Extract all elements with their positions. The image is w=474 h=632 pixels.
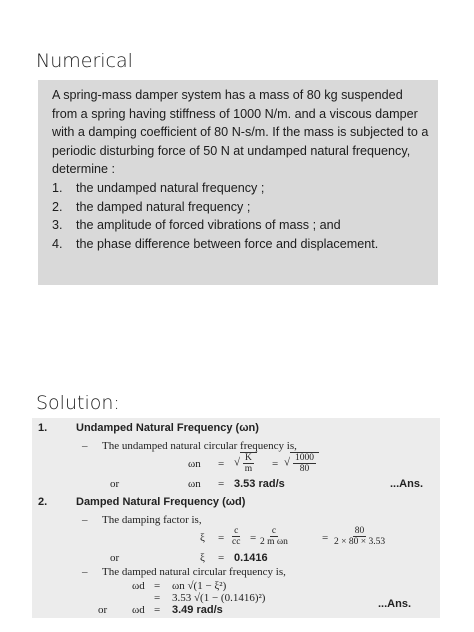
or-label: or <box>110 478 120 490</box>
equation-lhs: ξ <box>200 532 205 544</box>
equals-sign: = <box>218 458 225 470</box>
equation-lhs: ωd <box>132 604 145 616</box>
equals-sign: = <box>272 458 279 470</box>
question-item: 3. the amplitude of forced vibrations of mass ; and <box>52 218 341 233</box>
equals-sign: = <box>154 592 161 604</box>
fraction: $\frac{c}{cc}$ <box>232 526 241 547</box>
answer-mark: ...Ans. <box>390 478 424 490</box>
fraction: $\frac{c}{\text{2 m ωn}}$ <box>260 526 288 547</box>
equals-sign: = <box>154 580 161 592</box>
dash: – <box>82 440 88 452</box>
question-item: 4. the phase difference between force and displacement. <box>52 236 379 251</box>
problem-statement: A spring-mass damper system has a mass of 80 kg suspended from a spring having stiffness of 1000 N/m. and a viscous damper with a damping coefficient of 80 N-s/m. If the mass is subjected to a periodic disturbing force of 50 N at undamped natural frequency, determine : <box>52 88 429 177</box>
dash: – <box>82 514 88 526</box>
equals-sign: = <box>218 478 225 490</box>
equals-sign: = <box>154 604 161 616</box>
answer-mark: ...Ans. <box>378 598 412 610</box>
equation-rhs: 3.53 √(1 − (0.1416)²) <box>172 592 266 604</box>
equation-lhs: ξ <box>200 552 205 564</box>
equals-sign: = <box>218 552 225 564</box>
result-value: 3.49 rad/s <box>172 604 223 616</box>
equals-sign: = <box>322 532 329 544</box>
or-label: or <box>110 552 120 564</box>
question-item: 2. the damped natural frequency ; <box>52 199 251 214</box>
step-text: The damped natural circular frequency is, <box>102 566 286 578</box>
step-title: Damped Natural Frequency (ωd) <box>76 496 246 508</box>
fraction: $\frac{80}{2 \times 80 \times 3.53}$ <box>334 526 386 547</box>
or-label: or <box>98 604 108 616</box>
numerical-heading: Numerical <box>36 50 133 72</box>
equals-sign: = <box>218 532 225 544</box>
sqrt-fraction: √ $\frac{K}{m}$ <box>234 452 257 474</box>
step-title: Undamped Natural Frequency (ωn) <box>76 422 259 434</box>
equals-sign: = <box>250 532 257 544</box>
step-number: 1. <box>38 422 48 434</box>
step-text: The damping factor is, <box>102 514 202 526</box>
equation-lhs: ωd <box>132 580 145 592</box>
dash: – <box>82 566 88 578</box>
equation-rhs: ωn √(1 − ξ²) <box>172 580 227 592</box>
question-item: 1. the undamped natural frequency ; <box>52 180 265 195</box>
result-value: 0.1416 <box>234 552 268 564</box>
equation-lhs: ωn <box>188 478 201 490</box>
step-text: The undamped natural circular frequency is, <box>102 440 297 452</box>
solution-box <box>32 418 440 618</box>
question-list <box>52 179 430 253</box>
problem-statement-box <box>38 80 438 285</box>
equation-lhs: ωn <box>188 458 201 470</box>
sqrt-fraction: √ $\frac{1000}{80}$ <box>284 452 319 474</box>
step-number: 2. <box>38 496 48 508</box>
solution-heading: Solution: <box>36 392 120 414</box>
result-value: 3.53 rad/s <box>234 478 285 490</box>
